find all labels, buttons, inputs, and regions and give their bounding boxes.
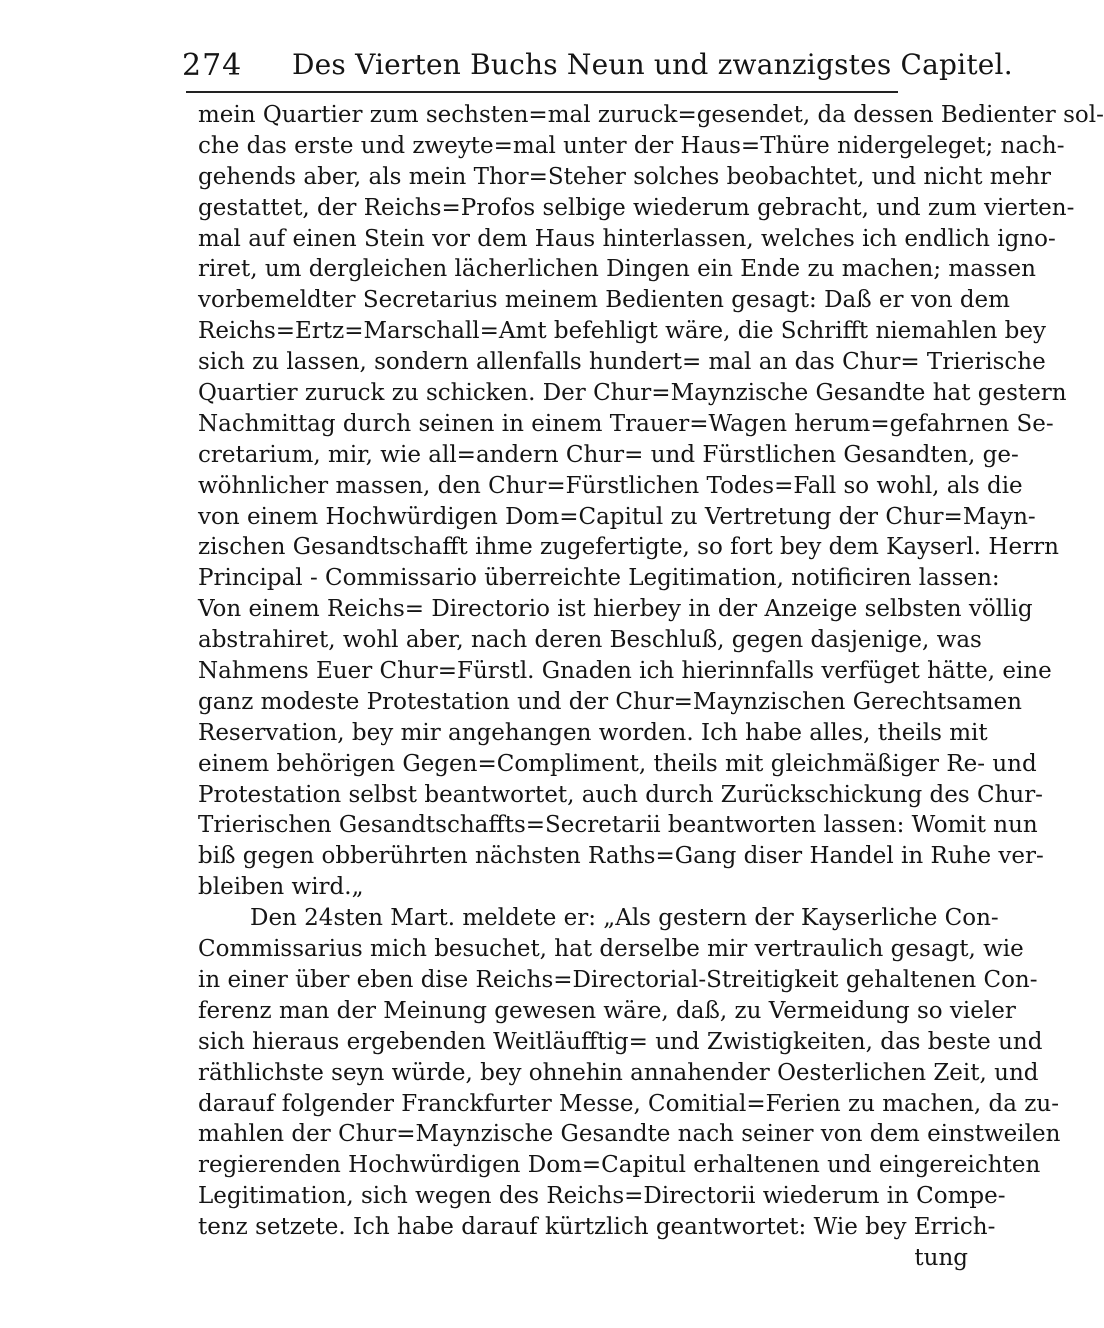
text-line: che das erste und zweyte=mal unter der Haus=Thüre nidergeleget; nach- bbox=[198, 132, 1065, 159]
text-line: von einem Hochwürdigen Dom=Capitul zu Vertretung der Chur=Mayn- bbox=[198, 503, 1036, 530]
text-line: in einer über eben dise Reichs=Directorial-Streitigkeit gehaltenen Con- bbox=[198, 966, 1038, 993]
text-line: mal auf einen Stein vor dem Haus hinterlassen, welches ich endlich igno- bbox=[198, 225, 1056, 252]
text-line: tenz setzete. Ich habe darauf kürtzlich geantwortet: Wie bey Errich- bbox=[198, 1214, 996, 1241]
text-line: Reichs=Ertz=Marschall=Amt befehligt wäre, die Schrifft niemahlen bey bbox=[198, 318, 1047, 345]
page-number: 274 bbox=[182, 48, 243, 83]
text-line: abstrahiret, wohl aber, nach deren Beschluß, gegen dasjenige, was bbox=[198, 627, 982, 654]
text-line: Commissarius mich besuchet, hat derselbe mir vertraulich gesagt, wie bbox=[198, 936, 1024, 963]
text-line: ganz modeste Protestation und der Chur=Maynzischen Gerechtsamen bbox=[198, 688, 1022, 715]
text-line: sich zu lassen, sondern allenfalls hundert= mal an das Chur= Trierische bbox=[198, 349, 1046, 376]
text-line: Nachmittag durch seinen in einem Trauer=Wagen herum=gefahrnen Se- bbox=[198, 410, 1054, 437]
text-line: regierenden Hochwürdigen Dom=Capitul erhaltenen und eingereichten bbox=[198, 1152, 1041, 1179]
text-line: Legitimation, sich wegen des Reichs=Directorii wiederum in Compe- bbox=[198, 1183, 1006, 1210]
text-line: mein Quartier zum sechsten=mal zuruck=gesendet, da dessen Bedienter sol- bbox=[198, 102, 1104, 128]
text-line: ferenz man der Meinung gewesen wäre, daß, zu Vermeidung so vieler bbox=[198, 997, 1016, 1024]
text-line: cretarium, mir, wie all=andern Chur= und Fürstlichen Gesandten, ge- bbox=[198, 441, 1019, 468]
text-line: einem behörigen Gegen=Compliment, theils mit gleichmäßiger Re- und bbox=[198, 750, 1037, 777]
text-line: darauf folgender Franckfurter Messe, Comitial=Ferien zu machen, da zu- bbox=[198, 1090, 1059, 1117]
text-line: bleiben wird.„ bbox=[198, 874, 364, 901]
text-line: Nahmens Euer Chur=Fürstl. Gnaden ich hierinnfalls verfüget hätte, eine bbox=[198, 658, 1052, 685]
text-line: Protestation selbst beantwortet, auch durch Zurückschickung des Chur- bbox=[198, 781, 1043, 808]
text-line: Reservation, bey mir angehangen worden. Ich habe alles, theils mit bbox=[198, 719, 988, 746]
page-header bbox=[180, 42, 1013, 86]
text-line: vorbemeldter Secretarius meinem Bedienten gesagt: Daß er von dem bbox=[198, 287, 1010, 314]
text-line: riret, um dergleichen lächerlichen Dingen ein Ende zu machen; massen bbox=[198, 256, 1036, 283]
text-line: Trierischen Gesandtschaffts=Secretarii beantworten lassen: Womit nun bbox=[198, 812, 1038, 839]
text-line: gehends aber, als mein Thor=Steher solches beobachtet, und nicht mehr bbox=[198, 163, 1051, 190]
text-line: wöhnlicher massen, den Chur=Fürstlichen Todes=Fall so wohl, als die bbox=[198, 472, 1023, 499]
text-line: Von einem Reichs= Directorio ist hierbey in der Anzeige selbsten völlig bbox=[198, 596, 1033, 623]
text-line: gestattet, der Reichs=Profos selbige wiederum gebracht, und zum vierten- bbox=[198, 194, 1075, 221]
running-head: Des Vierten Buchs Neun und zwanzigstes Capitel. bbox=[292, 48, 1013, 81]
text-line: sich hieraus ergebenden Weitläufftig= und Zwistigkeiten, das beste und bbox=[198, 1028, 1043, 1055]
text-line: Principal - Commissario überreichte Legitimation, notificiren lassen: bbox=[198, 565, 1000, 592]
text-line: Quartier zuruck zu schicken. Der Chur=Maynzische Gesandte hat gestern bbox=[198, 380, 1067, 407]
text-line: biß gegen obberührten nächsten Raths=Gang diser Handel in Ruhe ver- bbox=[198, 843, 1044, 870]
paragraph-start-line: Den 24sten Mart. meldete er: „Als gestern der Kayserliche Con- bbox=[250, 905, 999, 932]
text-line: räthlichste seyn würde, bey ohnehin annahender Oesterlichen Zeit, und bbox=[198, 1059, 1039, 1086]
header-rule bbox=[186, 91, 898, 93]
text-line: mahlen der Chur=Maynzische Gesandte nach seiner von dem einstweilen bbox=[198, 1121, 1061, 1148]
catchword: tung bbox=[914, 1244, 968, 1271]
text-line: zischen Gesandtschafft ihme zugefertigte, so fort bey dem Kayserl. Herrn bbox=[198, 534, 1059, 561]
body-text bbox=[198, 100, 1104, 1274]
